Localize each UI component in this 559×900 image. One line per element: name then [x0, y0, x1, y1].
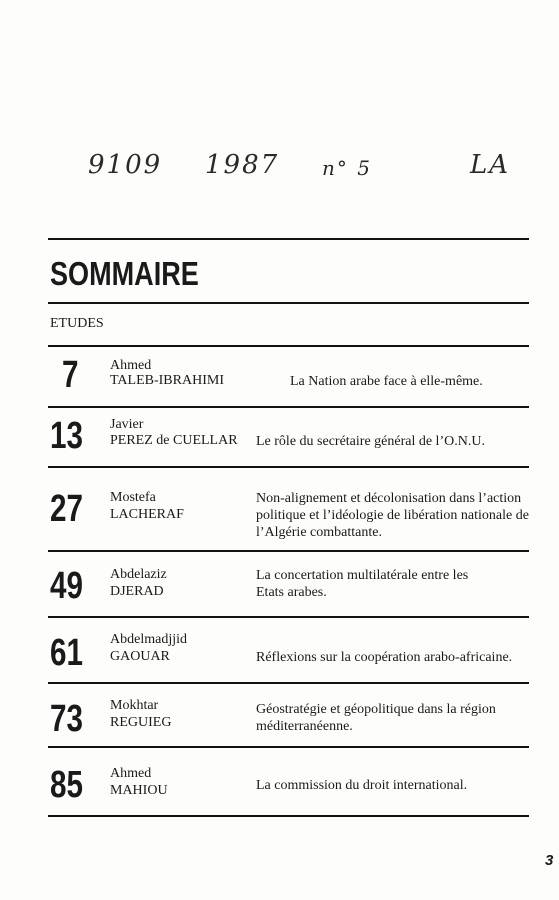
author-first-name: Abdelaziz — [110, 567, 167, 582]
entry-page-number: 49 — [50, 565, 83, 607]
article-title: Réflexions sur la coopération arabo-africaine. — [256, 650, 513, 665]
entry-rule — [48, 616, 529, 618]
author-last-name: MAHIOU — [110, 783, 168, 798]
author-first-name: Ahmed — [110, 358, 152, 373]
author-first-name: Mokhtar — [110, 698, 159, 713]
entry-page-number: 27 — [50, 488, 83, 530]
page-number: 3 — [545, 852, 554, 869]
article-title: Le rôle du secrétaire général de l’O.N.U. — [256, 434, 485, 449]
entry-rule — [48, 746, 529, 748]
author-first-name: Mostefa — [110, 490, 156, 505]
entry-page-number: 13 — [50, 415, 83, 457]
author-last-name: REGUIEG — [110, 715, 172, 730]
article-title: Géostratégie et géopolitique dans la région méditerranéenne. — [256, 702, 496, 734]
article-title: La concertation multilatérale entre les Etats arabes. — [256, 568, 469, 600]
author-last-name: TALEB-IBRAHIMI — [110, 373, 224, 388]
handwritten-note-3: n° 5 — [322, 156, 372, 180]
entry-page-number: 7 — [62, 354, 79, 396]
author-last-name: PEREZ de CUELLAR — [110, 433, 238, 448]
title-rule — [48, 302, 529, 304]
author-first-name: Ahmed — [110, 766, 152, 781]
bottom-rule — [48, 815, 529, 817]
top-rule — [48, 238, 529, 240]
article-title: Non-alignement et décolonisation dans l’action politique et l’idéologie de libération nationale de l’Algérie combattante. — [256, 491, 529, 540]
entry-rule — [48, 406, 529, 408]
author-last-name: GAOUAR — [110, 649, 170, 664]
entry-rule — [48, 466, 529, 468]
handwritten-note-2: 1987 — [205, 150, 280, 180]
entry-page-number: 85 — [50, 764, 83, 806]
handwritten-note-4: LA — [470, 150, 511, 180]
page-title: SOMMAIRE — [50, 255, 199, 292]
author-first-name: Javier — [110, 417, 144, 432]
article-title: La commission du droit international. — [256, 778, 468, 793]
author-first-name: Abdelmadjjid — [110, 632, 187, 647]
handwritten-note-1: 9109 — [88, 150, 163, 180]
entry-rule — [48, 682, 529, 684]
entry-rule — [48, 550, 529, 552]
author-last-name: DJERAD — [110, 584, 164, 599]
entry-page-number: 73 — [50, 698, 83, 740]
article-title: La Nation arabe face à elle-même. — [290, 374, 483, 389]
entry-page-number: 61 — [50, 632, 83, 674]
section-label: ETUDES — [50, 316, 104, 331]
section-rule — [48, 345, 529, 347]
author-last-name: LACHERAF — [110, 507, 184, 522]
